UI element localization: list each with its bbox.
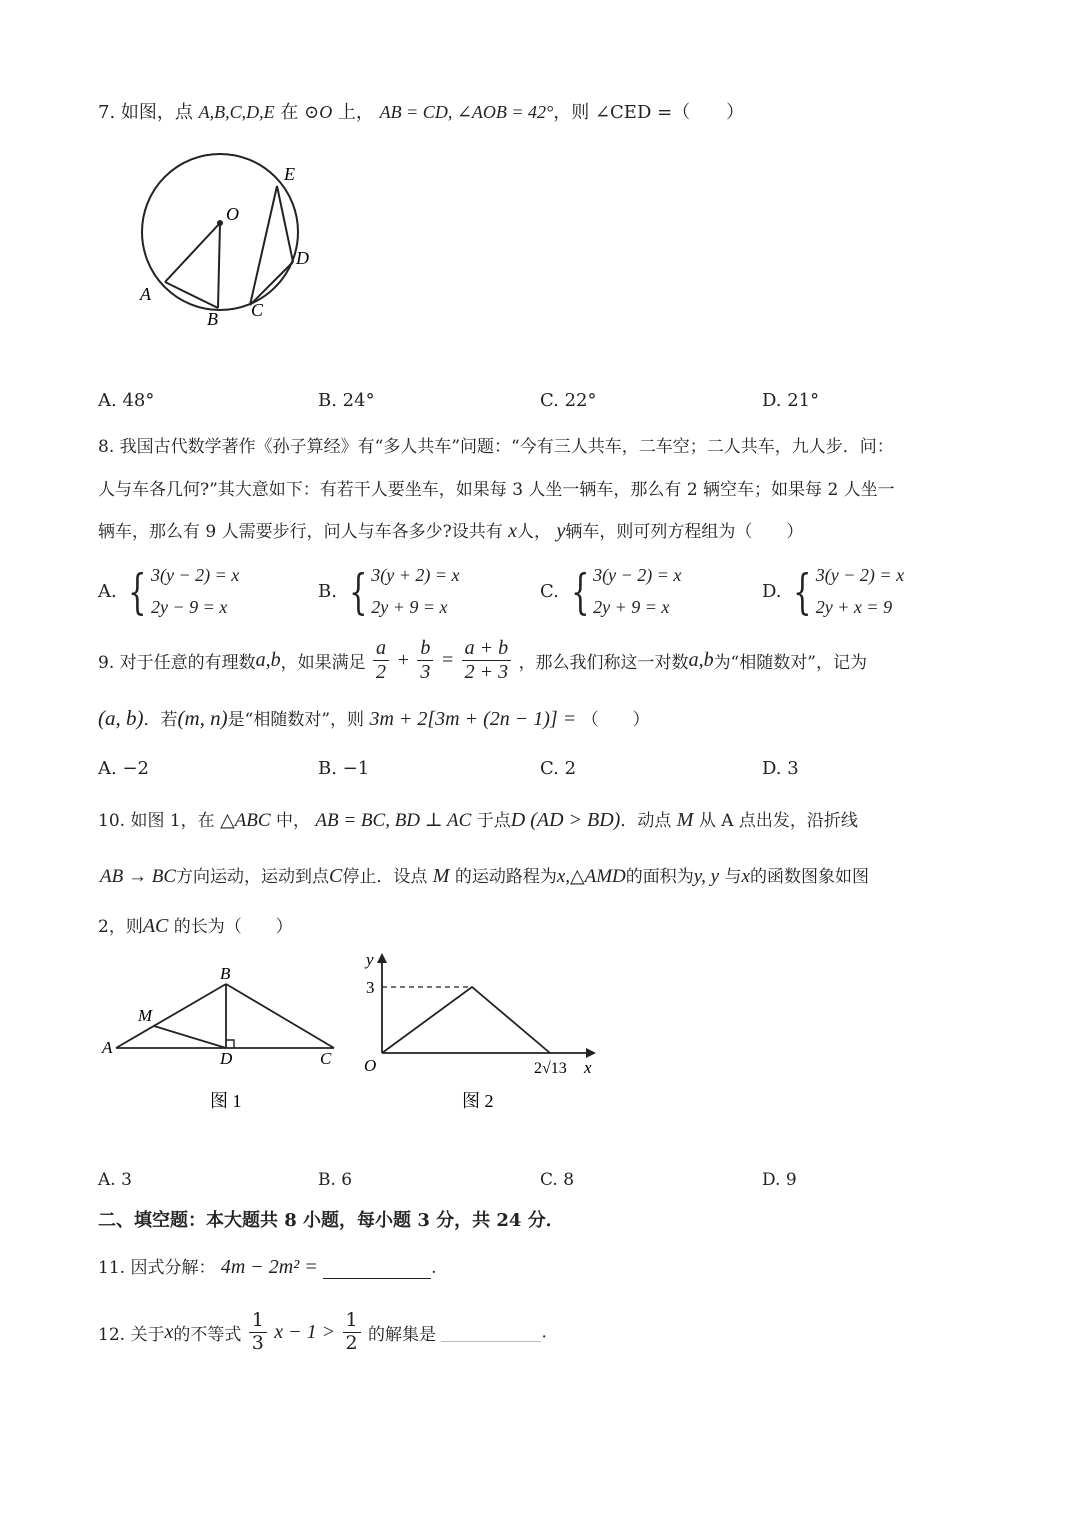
q9-option-d[interactable]: D. 3 bbox=[762, 758, 799, 779]
label-a: A bbox=[140, 284, 151, 304]
equation-system: { 3(y − 2) = x 2y + 9 = x bbox=[570, 563, 682, 620]
fig1-label-m: M bbox=[138, 1006, 153, 1025]
x-axis-arrow-icon bbox=[586, 1048, 596, 1058]
fig2-label-origin: O bbox=[364, 1056, 377, 1075]
q8-option-c[interactable]: C. { 3(y − 2) = x 2y + 9 = x bbox=[540, 560, 681, 623]
section-2-heading: 二、填空题：本大题共 8 小题，每小题 3 分，共 24 分． bbox=[98, 1210, 564, 1231]
q10-line-2: AB → BC方向运动，运动到点C停止．设点 M 的运动路程为x,△AMD的面积为y, y 与x的函数图象如图 bbox=[100, 865, 869, 887]
segment-cd bbox=[250, 262, 293, 305]
label-e: E bbox=[284, 164, 295, 184]
brace-icon: { bbox=[348, 563, 368, 620]
q8-line-3: 辆车，那么有 9 人需要步行，问人与车各多少?设共有 x人， y辆车，则可列方程组为（ ） bbox=[98, 520, 804, 542]
label-c: C bbox=[251, 300, 264, 320]
q11-answer-blank[interactable] bbox=[323, 1260, 431, 1279]
fraction-one-half: $\frac{1}{2}$ bbox=[343, 1310, 361, 1355]
q8-line-2: 人与车各几何?”其大意如下：有若干人要坐车，如果每 3 人坐一辆车，那么有 2 辆空车；如果每 2 人坐一 bbox=[98, 480, 895, 500]
equation-system: { 3(y − 2) = x 2y − 9 = x bbox=[128, 563, 240, 620]
right-angle-mark bbox=[226, 1040, 234, 1048]
label-d: D bbox=[296, 248, 309, 268]
q10-option-d[interactable]: D. 9 bbox=[762, 1170, 797, 1190]
fig1-caption: 图 1 bbox=[210, 1091, 242, 1111]
q11: 11. 因式分解： 4m − 2m² = . bbox=[98, 1256, 437, 1278]
fraction-one-third: $\frac{1}{3}$ bbox=[249, 1310, 267, 1355]
segment-ab bbox=[116, 984, 226, 1048]
equation-system: { 3(y + 2) = x 2y + 9 = x bbox=[348, 563, 460, 620]
q10-line-1: 10. 如图 1，在 △ABC 中， AB = BC, BD ⊥ AC 于点D (AD > BD)．动点 M 从 A 点出发，沿折线 bbox=[98, 809, 858, 831]
q7-option-c[interactable]: C. 22° bbox=[540, 390, 597, 411]
fig1-label-d: D bbox=[220, 1049, 233, 1068]
fig2-label-y: y bbox=[366, 950, 374, 969]
equation-system: { 3(y − 2) = x 2y + x = 9 bbox=[793, 563, 905, 620]
q9-option-b[interactable]: B. −1 bbox=[318, 758, 370, 779]
q12: 12. 关于x的不等式 $\frac{1}{3}$ x − 1 > $\frac{1}{2}$ 的解集是 . bbox=[98, 1309, 547, 1354]
q8-option-b[interactable]: B. { 3(y + 2) = x 2y + 9 = x bbox=[318, 560, 460, 623]
y-axis-arrow-icon bbox=[377, 953, 387, 963]
segment-ob bbox=[218, 223, 220, 308]
q7-stem: 7. 如图，点 A,B,C,D,E 在 ⊙O 上， AB = CD, ∠AOB = 42°，则 ∠CED =（ ） bbox=[98, 102, 745, 123]
q9-option-c[interactable]: C. 2 bbox=[540, 758, 577, 779]
q9-line-2: (a, b)．若(m, n)是“相随数对”，则 3m + 2[3m + (2n − 1)] = （ ） bbox=[98, 706, 650, 730]
q9-line-1: 9. 对于任意的有理数a,b，如果满足 $\frac{a}{2}$ + $\frac{b}{3}$ = $\frac{a + b}{2 + 3}$ ，那么我们称这一对数a,b为“相随数对”，记为 bbox=[98, 637, 867, 683]
q7-option-b[interactable]: B. 24° bbox=[318, 390, 375, 411]
brace-icon: { bbox=[793, 563, 812, 620]
q10-option-b[interactable]: B. 6 bbox=[318, 1170, 353, 1190]
fig1-label-c: C bbox=[320, 1049, 332, 1068]
fraction-b-over-3: $\frac{b}{3}$ bbox=[417, 637, 433, 684]
segment-oa bbox=[165, 223, 220, 282]
q10-figure-2 bbox=[350, 945, 610, 1125]
brace-icon: { bbox=[570, 563, 590, 620]
q7-option-d[interactable]: D. 21° bbox=[762, 390, 820, 411]
q10-figure-1 bbox=[98, 962, 348, 1122]
fraction-sum: $\frac{a + b}{2 + 3}$ bbox=[462, 637, 512, 684]
q10-line-3: 2，则AC 的长为（ ） bbox=[98, 915, 293, 937]
q12-answer-blank[interactable] bbox=[441, 1323, 541, 1342]
q7-option-a[interactable]: A. 48° bbox=[98, 390, 155, 411]
q10-option-a[interactable]: A. 3 bbox=[98, 1170, 132, 1190]
q8-option-a[interactable]: A. { 3(y − 2) = x 2y − 9 = x bbox=[98, 560, 239, 623]
fraction-a-over-2: $\frac{a}{2}$ bbox=[373, 637, 389, 684]
q9-option-a[interactable]: A. −2 bbox=[98, 758, 149, 779]
label-b: B bbox=[207, 309, 218, 329]
center-point bbox=[217, 220, 223, 226]
fig2-x-tick-2root13: 2√13 bbox=[534, 1060, 567, 1077]
q10-option-c[interactable]: C. 8 bbox=[540, 1170, 575, 1190]
segment-ce bbox=[250, 186, 277, 305]
segment-bc bbox=[226, 984, 334, 1048]
fig2-y-tick-3: 3 bbox=[366, 978, 375, 997]
segment-md bbox=[154, 1026, 226, 1048]
fig2-label-x: x bbox=[584, 1058, 592, 1077]
q7-circle-figure bbox=[130, 150, 330, 340]
q8-option-d[interactable]: D. { 3(y − 2) = x 2y + x = 9 bbox=[762, 560, 904, 623]
brace-icon: { bbox=[128, 563, 147, 620]
fig1-label-b: B bbox=[220, 964, 231, 983]
label-o: O bbox=[226, 204, 239, 224]
function-graph bbox=[382, 987, 550, 1053]
fig2-caption: 图 2 bbox=[462, 1091, 494, 1111]
q8-line-1: 8. 我国古代数学著作《孙子算经》有“多人共车”问题：“今有三人共车，二车空；二人共车，九人步．问： bbox=[98, 437, 894, 457]
fig1-label-a: A bbox=[102, 1038, 113, 1057]
